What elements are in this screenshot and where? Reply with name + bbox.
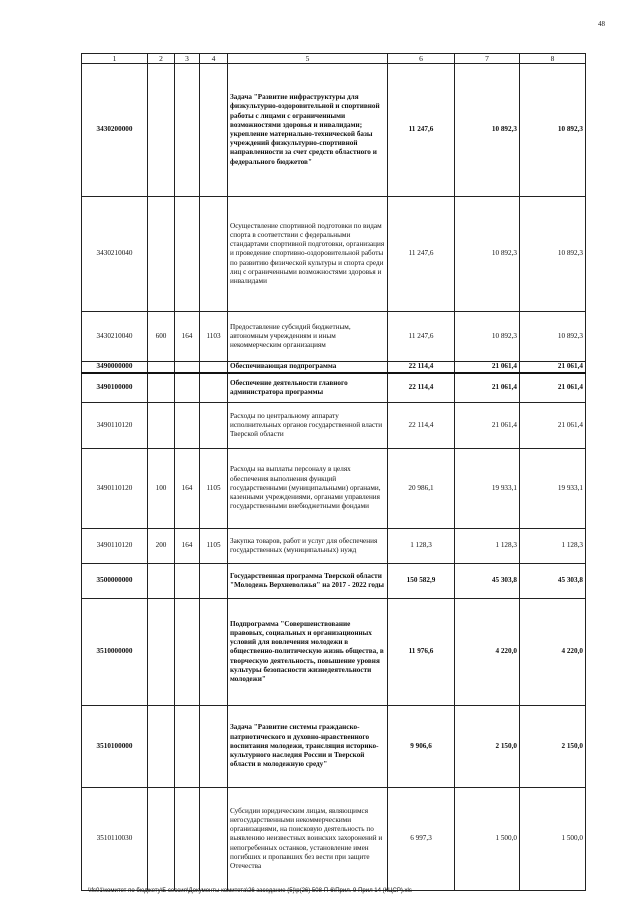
- row-value-7: 10 892,3: [455, 312, 520, 362]
- table-row: [82, 706, 586, 788]
- row-description: Закупка товаров, работ и услуг для обеспечения государственных (муниципальных) нужд: [228, 529, 388, 564]
- row-c4: [200, 599, 228, 706]
- row-c4: 1105: [200, 529, 228, 564]
- row-c2: [148, 64, 175, 197]
- row-c2: 600: [148, 312, 175, 362]
- row-c4: [200, 403, 228, 449]
- row-value-6: 11 247,6: [388, 312, 455, 362]
- row-value-6: 6 997,3: [388, 788, 455, 891]
- row-value-8: 10 892,3: [520, 64, 586, 197]
- table-row: [82, 529, 586, 564]
- col-header-6: 6: [388, 54, 455, 64]
- table-row: [82, 362, 586, 373]
- row-value-7: 1 128,3: [455, 529, 520, 564]
- row-value-8: 21 061,4: [520, 403, 586, 449]
- row-c2: [148, 362, 175, 373]
- row-c4: 1105: [200, 449, 228, 529]
- row-value-6: 9 906,6: [388, 706, 455, 788]
- row-c4: [200, 197, 228, 312]
- file-path-footer: \\fs01\комитет по бюджету\Б сессия\Документы комитета\26 заседание (5)\р(26) 508-П-6\Прил. 9 Прил 14 (КЦСР).xls: [88, 888, 412, 894]
- row-value-7: 21 061,4: [455, 373, 520, 403]
- row-description: Предоставление субсидий бюджетным, автономным учреждениям и иным некоммерческим организациям: [228, 312, 388, 362]
- row-value-8: 21 061,4: [520, 362, 586, 373]
- row-description: Государственная программа Тверской области "Молодежь Верхневолжья" на 2017 - 2022 годы: [228, 564, 388, 599]
- row-code: 3490110120: [82, 529, 148, 564]
- row-value-6: 1 128,3: [388, 529, 455, 564]
- row-c4: [200, 788, 228, 891]
- row-value-7: 10 892,3: [455, 64, 520, 197]
- row-description: Осуществление спортивной подготовки по видам спорта в соответствии с федеральными стандартами спортивной подготовки, организация и проведение спортивно-оздоровительной работы по развитию физической культуры и спорта среди лиц с ограниченными возможностями здоровья и инвалидами: [228, 197, 388, 312]
- row-c4: [200, 706, 228, 788]
- row-c3: 164: [175, 312, 200, 362]
- row-c3: [175, 64, 200, 197]
- row-description: Расходы по центральному аппарату исполнительных органов государственной власти Тверской области: [228, 403, 388, 449]
- row-value-6: 22 114,4: [388, 403, 455, 449]
- row-c3: 164: [175, 449, 200, 529]
- row-description: Задача "Развитие инфраструктуры для физкультурно-оздоровительной и спортивной работы с лицами с ограниченными возможностями здоровья и инвалидами; укрепление материально-технической базы учреждений физкультурно-спортивной направленности за счет средств областного и федерального бюджетов": [228, 64, 388, 197]
- col-header-3: 3: [175, 54, 200, 64]
- table-row: [82, 599, 586, 706]
- row-code: 3490110120: [82, 403, 148, 449]
- row-value-8: 21 061,4: [520, 373, 586, 403]
- col-header-2: 2: [148, 54, 175, 64]
- row-c4: [200, 64, 228, 197]
- row-code: 3510000000: [82, 599, 148, 706]
- row-value-8: 2 150,0: [520, 706, 586, 788]
- row-c3: 164: [175, 529, 200, 564]
- row-code: 3430210040: [82, 197, 148, 312]
- table-row: [82, 64, 586, 197]
- row-code: 3430200000: [82, 64, 148, 197]
- row-description: Обеспечение деятельности главного администратора программы: [228, 373, 388, 403]
- row-value-6: 11 247,6: [388, 197, 455, 312]
- row-code: 3490100000: [82, 373, 148, 403]
- row-value-7: 21 061,4: [455, 403, 520, 449]
- row-value-6: 150 582,9: [388, 564, 455, 599]
- row-value-6: 22 114,4: [388, 362, 455, 373]
- row-value-8: 1 128,3: [520, 529, 586, 564]
- row-c2: [148, 197, 175, 312]
- row-value-6: 11 976,6: [388, 599, 455, 706]
- row-value-7: 45 303,8: [455, 564, 520, 599]
- row-description: Обеспечивающая подпрограмма: [228, 362, 388, 373]
- row-c2: [148, 706, 175, 788]
- col-header-1: 1: [82, 54, 148, 64]
- row-value-7: 10 892,3: [455, 197, 520, 312]
- table-row: [82, 197, 586, 312]
- table-row: [82, 564, 586, 599]
- row-c3: [175, 599, 200, 706]
- row-c3: [175, 788, 200, 891]
- row-value-8: 45 303,8: [520, 564, 586, 599]
- row-c2: 200: [148, 529, 175, 564]
- row-description: Субсидии юридическим лицам, являющимся негосударственными некоммерческими организациями, на поисковую деятельность по выявлению неизвестных воинских захоронений и непогребенных останков, установление имен погибших и пропавших без вести при защите Отечества: [228, 788, 388, 891]
- col-header-5: 5: [228, 54, 388, 64]
- row-value-8: 10 892,3: [520, 197, 586, 312]
- row-value-8: 10 892,3: [520, 312, 586, 362]
- row-value-8: 4 220,0: [520, 599, 586, 706]
- row-value-7: 4 220,0: [455, 599, 520, 706]
- row-c4: [200, 564, 228, 599]
- row-value-7: 1 500,0: [455, 788, 520, 891]
- row-code: 3510110030: [82, 788, 148, 891]
- row-value-8: 19 933,1: [520, 449, 586, 529]
- row-c2: [148, 373, 175, 403]
- col-header-4: 4: [200, 54, 228, 64]
- row-c4: [200, 362, 228, 373]
- table-row: [82, 403, 586, 449]
- row-description: Подпрограмма "Совершенствование правовых, социальных и организационных условий для вовлечения молодежи в общественно-политическую жизнь общества, в творческую деятельность, повышение уровня культуры безопасности жизнедеятельности молодежи": [228, 599, 388, 706]
- column-number-row: [82, 54, 586, 64]
- row-c2: [148, 564, 175, 599]
- row-value-8: 1 500,0: [520, 788, 586, 891]
- col-header-8: 8: [520, 54, 586, 64]
- row-value-7: 21 061,4: [455, 362, 520, 373]
- row-value-6: 11 247,6: [388, 64, 455, 197]
- row-description: Расходы на выплаты персоналу в целях обеспечения выполнения функций государственными (муниципальными) органами, казенными учреждениями, органами управления государственными внебюджетными фондами: [228, 449, 388, 529]
- row-code: 3500000000: [82, 564, 148, 599]
- row-c3: [175, 197, 200, 312]
- budget-table: [81, 53, 586, 891]
- row-c2: [148, 403, 175, 449]
- row-code: 3510100000: [82, 706, 148, 788]
- row-value-7: 19 933,1: [455, 449, 520, 529]
- row-c2: 100: [148, 449, 175, 529]
- table-row: [82, 788, 586, 891]
- row-code: 3490110120: [82, 449, 148, 529]
- row-value-6: 20 986,1: [388, 449, 455, 529]
- table-row: [82, 373, 586, 403]
- row-c3: [175, 362, 200, 373]
- row-c3: [175, 373, 200, 403]
- row-c3: [175, 403, 200, 449]
- row-value-7: 2 150,0: [455, 706, 520, 788]
- page-number: 48: [598, 20, 605, 28]
- table-row: [82, 449, 586, 529]
- row-c4: [200, 373, 228, 403]
- col-header-7: 7: [455, 54, 520, 64]
- row-c4: 1103: [200, 312, 228, 362]
- row-description: Задача "Развитие системы гражданско-патриотического и духовно-нравственного воспитания молодежи, трансляция историко-культурного наследия России и Тверской области в молодежную среду": [228, 706, 388, 788]
- row-c2: [148, 788, 175, 891]
- row-value-6: 22 114,4: [388, 373, 455, 403]
- table-row: [82, 312, 586, 362]
- row-c3: [175, 564, 200, 599]
- row-c2: [148, 599, 175, 706]
- row-code: 3430210040: [82, 312, 148, 362]
- row-c3: [175, 706, 200, 788]
- row-code: 3490000000: [82, 362, 148, 373]
